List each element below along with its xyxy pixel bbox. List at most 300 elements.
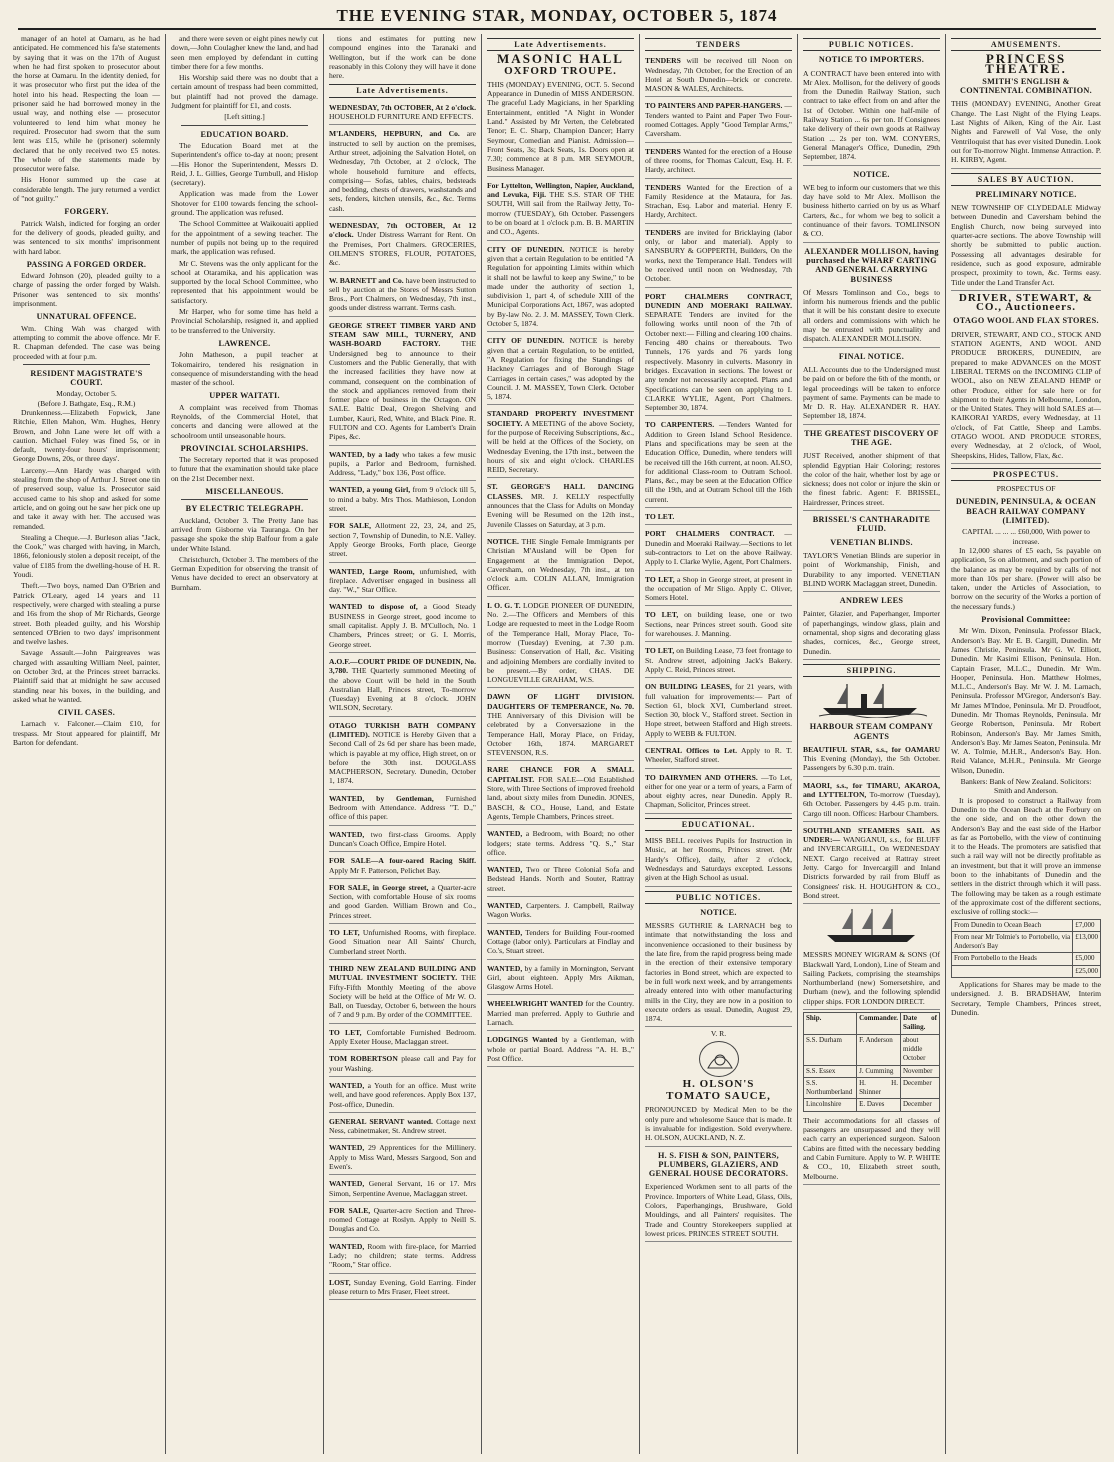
ad-body: NOTICE is Hereby Given that a Second Call of 2s 6d per share has been made, which is payable at my office, High street, on or before the 30th inst. DOUGLASS MACPHERSON, Secretary. Dunedin, October 1, 1874. (329, 730, 476, 786)
ad-title: CITY OF DUNEDIN. (487, 244, 565, 254)
advertisement (329, 519, 476, 562)
advertisement (645, 181, 792, 224)
ad-body: on Building Lease, 73 feet frontage to St. Andrew street, adjoining Jack's Bakery. Apply C. Reid, Princes street. (645, 646, 792, 674)
ad-title: STANDARD PROPERTY INVESTMENT SOCIETY. (487, 409, 634, 428)
advertisement (329, 565, 476, 599)
ad-body: a Youth for an office. Must write well, and have good references. Apply Box 137, Post-office, Dunedin. (329, 1080, 476, 1109)
steamship-icon (817, 680, 927, 718)
masthead (18, 4, 1096, 30)
article-paragraph: Applications for Shares may be made to the undersigned. J. B. BRADSHAW, Interim Secretary, Temple Chambers, Princes street, Dunedin. (951, 980, 1101, 1017)
notice-heading: VENETIAN BLINDS. (830, 537, 913, 547)
advertisement (487, 926, 634, 960)
ad-money-wigram: MESSRS MONEY WIGRAM & SONS (Of Blackwall Yard, London), Line of Steam and Sailing Packets, comprising the steamships Northumberland (new) Somersetshire, and Durham (new), and the following splendid clipper ships. FOR LONDON DIRECT. (803, 948, 940, 1010)
ad-hair-coloring: JUST Received, another shipment of that splendid Egyptian Hair Coloring; restores the color of the hair, whether lost by age or sickness; does not color or injure the skin or the finest fabric. Agent: F. BRISSEL, Hairdresser, Princes street. (803, 449, 940, 511)
ad-body: Apply Mr F. Patterson, Pelichet Bay. (329, 865, 441, 875)
section-heading: FORGERY. (64, 207, 109, 217)
column-5 (640, 34, 798, 1454)
ad-mollison: Of Messrs Tomlinson and Co., begs to inform his numerous friends and the public that it will be his constant desire to execute all orders and commissions with which he may be entrusted with punctuality and dispatch. ALEXANDER MOLLISON. (803, 286, 940, 348)
ad-body: WANGANUI, s.s., for BLUFF and INVERCARGILL, On WEDNESDAY NEXT. Cargo received at Rattray street Jetty. Cargo for Invercargill and Inland Districts forwarded by rail from Bluff as Consignees' risk. H. HOUGHTON & CO., Bond street. (803, 835, 941, 900)
article-paragraph: It is proposed to construct a Railway from Dunedin to the Ocean Beach at the Forbury on the one side, and on the other down the Anderson's Bay and the east side of the Harbor as far as Portobello, with the view of continuing it to the Heads. The promoters are satisfied that such a rail way will not be directly profitable as an investment, but that it will prove an immense boon to the inhabitants of Dunedin and the settlers in the district through which it will pass. The following may be taken as a rough estimate of the approximate cost of the different sections, exclusive of rolling stock:— (951, 795, 1101, 917)
advertisement (329, 219, 476, 271)
ad-title: WANTED, Large Room, (329, 566, 415, 576)
article-paragraph: Larceny.—Ann Hardy was charged with stealing from the shop of Arthur J. Street one tin of preserved soup, value 1s. Prosecutor said accused came to his shop and asked for some article, and on going out he saw her pick one up and take it away with her. The accused was remanded. (13, 465, 160, 531)
ad-smith-body: THIS (MONDAY) EVENING, Another Great Change. The Last Night of the Flying Leaps. Last Nights of Aiken, King of the Air. Last Nights and Farewell of Val Vose, the only Ventriloquist that has ever visited Dunedin. Look out for To-morrow Night. Immense Attraction. P. H. KIRBY, Agent. (951, 97, 1101, 168)
table-row (952, 965, 1101, 977)
ad-body: Tenders for Building Four-roomed Cottage (labor only). Particulars at Findlay and Co.'s, Stuart street. (487, 927, 634, 956)
advertisement (803, 779, 940, 822)
notice-heading: BRISSEL'S CANTHARADITE FLUID. (812, 515, 931, 534)
ad-title: ST. GEORGE'S HALL DANCING CLASSES. (487, 482, 634, 501)
advertisement (645, 771, 792, 814)
ad-title: TO LET, (645, 610, 679, 620)
notice-heading: OTAGO WOOL AND FLAX STORES. (953, 316, 1099, 326)
ad-olson-heading: H. OLSON'S (682, 1077, 755, 1090)
ad-money-wigram-footer: Their accommodations for all classes of passengers are unsurpassed and they will each carry an experienced surgeon. Saloon Cabins are fitted with the necessary bedding and Cabin Furniture. Apply to W. P. WHITE & CO., 10, Elizabeth street south, Melbourne. (803, 1114, 940, 1185)
ad-title: TO LET, (645, 646, 675, 656)
ad-final-notice: ALL Accounts due to the Undersigned must be paid on or before the 6th of the month, or legal proceedings will be taken to enforce payment of same. Payments can be made to Mr D. R. Hay. ALEXANDER R. HAY. September 18, 1874. (803, 363, 940, 425)
ad-body: will be received till Noon on Wednesday, 7th October, for the Erection of an Hotel at South Dunedin—brick or concrete. MASON & WALES, Architects. (645, 56, 792, 94)
section-banner: PUBLIC NOTICES. (803, 38, 940, 51)
ad-body: This Evening (Monday), the 5th October. Passengers by 6.30 p.m. train. (803, 754, 940, 773)
prospectus-label: PROSPECTUS OF (996, 484, 1056, 494)
ad-body: FOR SALE—Old Established Store, with Three Sections of improved freehold land, about sixty miles from Dunedin. JONES, BASCH, & CO., House, Land, and Estate Agents, Temple Chambers, Princes street. (487, 774, 634, 821)
ad-body: have been instructed to sell by auction at the Stores of Messrs Sutton Bros., Port Chalmers, on Wednesday, 7th inst., goods under distress warrant. Terms cash. (329, 275, 476, 313)
column-3 (324, 34, 482, 1454)
ad-masonic-body: THIS (MONDAY) EVENING, OCT. 5. Second Appearance in Dunedin of MISS ANDERSON. The graceful Lady Magicians, in her Sparkling Entertainment, entitled "A Night in Wonder Land." Assisted by Mr Verten, the Celebrated Tenor; E. C. Sharp, Champion Dancer; Harry Seymour, Comedian and Pianist. Admission—Front Seats, 3s; Back Seats, 1s. Doors open at 7.30; commence at 8 p.m. MR SEYMOUR, Business Manager. (487, 78, 634, 177)
advertisement (487, 535, 634, 597)
advertisement (329, 881, 476, 924)
ad-title: OTAGO TURKISH BATH COMPANY (LIMITED). (329, 720, 476, 739)
column-2 (166, 34, 324, 1454)
column-7 (946, 34, 1106, 1454)
section-banner: EDUCATIONAL. (645, 818, 792, 831)
advertisement (487, 179, 634, 241)
table-cell: S.S. Durham (804, 1034, 857, 1065)
dateline: Monday, October 5. (56, 389, 117, 399)
divider (23, 364, 150, 365)
ad-title: WANTED, (329, 829, 365, 839)
ad-body: —Tenders wanted to Paint and Paper Two Four-roomed Cottages. Apply "Good Templar Arms," Caversham. (645, 101, 792, 139)
ad-body: THE Fifty-Fifth Monthly Meeting of the above Society will be held at the Office of Mr W. O. Ball, on Tuesday, October 6, between the hours of 7 and 9 p.m. By order of the COMMITTEE. (329, 973, 476, 1020)
ad-title: TENDERS (645, 182, 681, 192)
ad-title: NOTICE. (487, 536, 519, 546)
ad-title: TO CARPENTERS. (645, 420, 715, 430)
advertisement (487, 599, 634, 689)
ad-title: WANTED, (487, 963, 523, 973)
table-header: Commander. (857, 1013, 901, 1035)
ad-title: PORT CHALMERS CONTRACT. (645, 529, 775, 539)
article-paragraph: His Honor summed up the case at considerable length. The jury returned a verdict of "not guilty." (13, 175, 160, 204)
ad-title: TO DAIRYMEN AND OTHERS. (645, 772, 758, 782)
ad-venetian: TAYLOR'S Venetian Blinds are superior in point of Workmanship, Finish, and Durability to any imported. VENETIAN BLIND WORK Maclaggan street, Dunedin. (803, 549, 940, 592)
article-paragraph: Application was made from the Lower Shotover for £100 towards fencing the school-ground. The application was refused. (171, 189, 318, 218)
ad-body: by a family in Mornington, Servant Girl, about eighteen. Apply Mrs Aikman, Glasgow Arms Hotel. (487, 963, 634, 992)
ad-title: M'LANDERS, HEPBURN, and Co. (329, 129, 460, 139)
advertisement (487, 690, 634, 761)
advertisement (329, 483, 476, 517)
table-row (952, 919, 1101, 931)
notice-heading: NOTICE. (700, 907, 737, 917)
ad-body: Furnished Bedroom with Attendance. Address "T. D.," office of this paper. (329, 793, 476, 822)
column-6 (798, 34, 946, 1454)
newspaper-title: THE EVENING STAR, MONDAY, OCTOBER 5, 1874 (336, 6, 778, 25)
article-paragraph: In 12,000 shares of £5 each, 5s payable on application, 5s on allotment, and such portion of the balance as may be required by calls of not more than 10s per share. (Power will also be taken, under the Articles of Association, to borrow on the security of the Works a portion of the necessary funds.) (951, 545, 1101, 611)
ad-body: a Bedroom, with Board; no other lodgers; state terms. Address "Q. S.," Star office. (487, 829, 634, 857)
ad-body: —Tenders Wanted for Addition to Green Island School Residence. Plans and specifications may be seen at the Education Office, Dunedin, where tenders will be received till the 16th current, at noon. ALSO, for additional Class-room to Outram School. Plans, &c., may be seen at the Education Office till the 19th, and at Outram School till the 16th current. (645, 420, 792, 504)
section-heading: LAWRENCE. (218, 338, 271, 348)
ad-body: unfurnished, with fireplace. Advertiser engaged in business all day. "W.," Star Office. (329, 566, 476, 595)
advertisement (487, 962, 634, 996)
advertisement (645, 226, 792, 288)
ad-oxford-heading: OXFORD TROUPE. (504, 64, 617, 77)
advertisement (329, 1115, 476, 1140)
ad-title: A.O.F.—COURT PRIDE OF DUNEDIN, No. 3,780. (329, 656, 476, 676)
advertisement (329, 962, 476, 1024)
ad-princess-heading: PRINCESS THEATRE. (985, 51, 1067, 76)
advertisement (487, 334, 634, 405)
ad-title: TO LET. (645, 512, 675, 522)
advertisement (645, 644, 792, 678)
ad-title: TENDERS (645, 227, 681, 237)
ad-title: For Lyttelton, Wellington, Napier, Auckland, and Levuka, Fiji. (487, 180, 634, 200)
ad-body: Cottage next Ness, cabinetmaker, St. Andrew street. (329, 1116, 476, 1136)
ad-body: HOUSEHOLD FURNITURE AND EFFECTS. (329, 112, 474, 122)
advertisement (329, 600, 476, 652)
byline: (Before J. Bathgate, Esq., R.M.) (37, 398, 136, 408)
ad-railway-heading: DUNEDIN, PENINSULA, & OCEAN BEACH RAILWAY COMPANY (LIMITED). (955, 497, 1097, 526)
ad-body: —To Let, either for one year or a term of years, a Farm of about eighty acres, near Dunedin. Apply R. Chapman, Solicitor, Princes street. (645, 772, 792, 810)
ad-guthrie: MESSRS GUTHRIE & LARNACH beg to intimate that notwithstanding the loss and inconvenience occasioned to their business by the late fire, from the rapid progress being made in the erection of their extensive temporary factories in Bond street, which are expected to be in full work next week, and by arrangements already entered into with other manufacturing mills in the City, they are now in a position to execute orders as usual. Dunedin, August 29, 1874. (645, 919, 792, 1027)
article-paragraph: Theft.—Two boys, named Dan O'Brien and Patrick O'Leary, aged 14 years and 11 respectively, were charged with stealing a purse and 16s from the shop of Mr Richards, George street. Both pleaded guilty, and his Worship sentenced O'Brien to two days' imprisonment and twelve lashes. (13, 581, 160, 647)
section-banner: PUBLIC NOTICES. (645, 891, 792, 904)
advertisement (487, 243, 634, 333)
ad-masonic-heading: MASONIC HALL (497, 51, 624, 67)
ad-body: a Shop in George street, at present in the occupation of Mr Sligo. Apply C. Oliver, Somers Hotel. (645, 574, 792, 603)
advertisement (487, 407, 634, 478)
advertisement (645, 510, 792, 525)
article-paragraph: The Secretary reported that it was proposed to future that the examination should take place on the 21st December next. (171, 455, 318, 483)
shipping-list (803, 743, 940, 904)
article-paragraph: Wm. Ching Wah was charged with attempting to commit the above offence. Mr F. R. Chapman defended. The case was being proceeded with at four p.m. (13, 323, 160, 361)
article-paragraph: Patrick Walsh, indicted for forging an order for the delivery of goods, pleaded guilty, and was sentenced to six months' imprisonment with hard labor. (13, 218, 160, 256)
section-heading: RESIDENT MAGISTRATE'S COURT. (30, 368, 143, 388)
table-header: Ship. (804, 1013, 857, 1035)
ad-title: PORT CHALMERS CONTRACT, DUNEDIN AND MOERAKI RAILWAY. (645, 291, 792, 310)
ad-title: FOR SALE, in George street, (329, 882, 429, 892)
ad-clydedale: NEW TOWNSHIP OF CLYDEDALE Midway between Dunedin and Caversham behind the English Church, now being surveyed into quarter-acre sections. The above Township will shortly be submitted to public auction. Possessing all advantages desirable for residence, such as good exposure, admirable prospect, proximity to town, &c. Terms easy. Title under the Land Transfer Act. (951, 201, 1101, 291)
ad-title: WANTED, (487, 865, 523, 875)
ad-title: CITY OF DUNEDIN. (487, 336, 565, 346)
ad-body: THE Quarterly summoned Meeting of the above Court will be held in the South Australian Hall, Princes street, To-morrow (Tuesday) Evening at 8 o'clock. JOHN WILSON, Secretary. (329, 666, 476, 713)
advertisement (329, 1141, 476, 1175)
ad-body: Carpenters. J. Campbell, Railway Wagon Works. (487, 901, 634, 920)
section-banner: Late Advertisements. (329, 84, 476, 97)
table-cell: S.S. Northumberland (804, 1077, 857, 1099)
table-cell: From Dunedin to Ocean Beach (952, 919, 1073, 931)
sailing-table (803, 1012, 940, 1112)
advertisement (645, 573, 792, 607)
advertisement (329, 926, 476, 960)
ad-title: TO LET, (329, 1027, 362, 1037)
ad-title: WANTED, a young Girl, (329, 485, 411, 495)
advertisement (645, 290, 792, 417)
ad-body: who takes a few music pupils, a Parlor and Bedroom, furnished. Address, "Lady," box 136, Post office. (329, 449, 476, 478)
ad-title: TO LET, (329, 928, 360, 938)
estimate-table (951, 919, 1101, 978)
table-row (952, 953, 1101, 965)
column-1 (8, 34, 166, 1454)
table-cell: S.S. Essex (804, 1065, 857, 1077)
table-cell: £25,000 (1073, 965, 1101, 977)
ad-title: I. O. G. T. (487, 600, 521, 610)
advertisement (329, 448, 476, 482)
advertisement (329, 274, 476, 317)
ad-body: for the Country. Married man preferred. Apply to Guthrie and Larnach. (487, 999, 634, 1028)
ad-body: THE S.S. STAR OF THE SOUTH, Will sail from the Railway Jetty, To-morrow (TUESDAY), 6th October. Passengers to be on board at 1 o'clock p.m. B. B. MARTIN and CO., Agents. (487, 190, 635, 237)
ad-body: are invited for Bricklaying (labor only, or labor and material). Apply to SANSBURY & GOPPERTH, Builders, On the works, next the Temperance Hall. Tenders will be received until noon on Wednesday, 7th October. (645, 227, 792, 284)
ad-olson-body: PRONOUNCED by Medical Men to be the only pure and wholesome Sauce that is made. It is invaluable for indigestion. Sold everywhere. H. OLSON, AUCKLAND, N. Z. (645, 1103, 792, 1146)
ad-body: Wanted for the erection of a House of three rooms, for Thomas Calcutt, Esq. H. F. Hardy, architect. (645, 146, 792, 175)
advertisement (645, 418, 792, 508)
advertisement (487, 997, 634, 1031)
ad-education: MISS BELL receives Pupils for Instruction in Music, at her Rooms, Princes street. (Mr Hardy's Office), daily, after 2 o'clock, Wednesdays and Saturdays excepted. Lessons given at the High School as usual. (645, 834, 792, 886)
section-banner: PROSPECTUS. (951, 468, 1101, 481)
article-paragraph: The Education Board met at the Superintendent's office to-day at noon; present—His Honor the Superintendent, Messrs D. Reid, J. L. Gillies, George Turnbull, and Hislop (secretary). (171, 140, 318, 188)
clipper-ship-icon (817, 907, 927, 945)
ad-body: a Quarter-acre Section, with comfortable House of six rooms and good Garden. William Brown and Co., Princes street. (329, 882, 476, 920)
ad-fish-body: Experienced Workmen sent to all parts of the Province. Importers of White Lead, Glass, Oils, Colors, Paperhangings, Brushware, Gold Mouldings, and all Painters' requisites. The Trade and Country Storekeepers supplied at lowest prices. PRINCES STREET SOUTH. (645, 1180, 792, 1242)
advertisement (329, 1052, 476, 1077)
section-heading: PASSING A FORGED ORDER. (26, 259, 147, 269)
ad-body: NOTICE is hereby given that a certain Regulation to be entitled "A Regulation for appointing Limits within which it shall not be lawful to keep any Swine," to be made under the authority of section 1, subdivision 1, part 4, of schedule XIII of the Municipal Corporations Act, 1867, was adopted by By-law No. 2. J. M. MASSEY, Town Clerk. October 5, 1874. (487, 244, 634, 329)
ad-body: a Good Steady BUSINESS in George street, good income to small capitalist. Apply J. B. M'Culloch, No. 1 Chambers, Princes street; or G. I. Morris, George street. (329, 602, 476, 649)
advertisement (645, 527, 792, 570)
table-cell: From Portobello to the Heads (952, 953, 1073, 965)
ad-title: LODGINGS Wanted (487, 1035, 558, 1045)
article-paragraph: manager of an hotel at Oamaru, as he had anticipated. He commenced his fa'se statements by saying that it was on the 17th of August when he had first spoken to prosecutor about the horse at Oamaru. In the identity denied, for it was prosecutor who first put the idea of the hotel into his head. Respecting the loan — prisoner said he had borrowed money in the usual way, and nothing else — prosecutor volunteered to lend him what money he required. Prosecutor had sworn that the sum lent was £15, while he (prisoner) solemnly declared that he only received two £5 notes. The whole of the statements made by prosecutor were false. (13, 34, 160, 174)
ad-title: THIRD NEW ZEALAND BUILDING AND MUTUAL INVESTMENT SOCIETY. (329, 963, 476, 983)
advertisements-list (329, 101, 476, 1300)
ad-title: BEAUTIFUL STAR, s.s., for OAMARU (803, 744, 940, 754)
ad-body: Apply to R. T. Wheeler, Stafford street. (645, 746, 792, 765)
section-banner: Late Advertisements. (487, 38, 634, 51)
table-cell: £5,000 (1073, 953, 1101, 965)
table-cell: £13,000 (1073, 931, 1101, 953)
ad-body: please call and Pay for your Washing. (329, 1054, 476, 1073)
table-row (804, 1099, 940, 1111)
royal-crest-label: V. R. (710, 1029, 727, 1039)
ad-body: A MEETING of the above Society, for the purpose of Receiving Subscriptions, &c., will be held at the Offices of the Society, on Wednesday Evening, the 17th inst., between the hours of six and eight o'clock. CHARLES REID, Secretary. (487, 418, 634, 475)
ad-wool-stores: DRIVER, STEWART, AND CO., STOCK AND STATION AGENTS, AND WOOL AND PRODUCE BROKERS, DUNEDIN, are prepared to make ADVANCES on the MOST LIBERAL TERMS on the INCOMING CLIP of WOOL, also on NEW ZEALAND HEMP or other Produce, either for sale here or for shipment to their Agents in Melbourne, London, or the United States. They will hold SALES at— KAIKORAI YARDS, every Wednesday, at 11 o'clock, of Fat Cattle, Sheep and Lambs. OTAGO WOOL AND PRODUCE STORES, every Wednesday, at 2 o'clock, of Wool, Sheepskins, Hides, Tallow, Flax, &c. (951, 328, 1101, 464)
royal-crest-icon (699, 1041, 739, 1077)
advertisements-list (487, 179, 634, 1067)
advertisement (329, 719, 476, 790)
table-cell: E. Daves (857, 1099, 901, 1111)
table-cell: £7,000 (1073, 919, 1101, 931)
section-heading: BY ELECTRIC TELEGRAPH. (185, 504, 304, 514)
ad-lees: Painter, Glazier, and Paperhanger, Importer of paperhangings, window glass, plain and ornamental, shop signs and decorating glass shades, cornices, &c., George street, Dunedin. (803, 607, 940, 659)
advertisements-list (645, 54, 792, 813)
ad-title: SOUTHLAND STEAMERS SAIL AS UNDER:— (803, 825, 940, 845)
article-paragraph: The School Committee at Waikouaiti applied for the appointment of a sewing teacher. The number of pupils not being up to the required mark, the application was refused. (171, 219, 318, 257)
advertisement (329, 1026, 476, 1051)
ad-body: Sunday Evening, Gold Earring. Finder please return to Mrs Fraser, Fleet street. (329, 1277, 477, 1296)
table-cell: December (900, 1099, 939, 1111)
ad-title: WANTED, (487, 829, 523, 839)
advertisement (803, 824, 940, 904)
ad-title: FOR SALE, (329, 521, 372, 531)
table-cell: about middle October (900, 1034, 939, 1065)
table-cell: F. Anderson (857, 1034, 901, 1065)
table-row (952, 931, 1101, 953)
ad-body: from 9 o'clock till 5, to mind a baby. Mrs Thos. Mathieson, London street. (329, 485, 476, 514)
ad-body: General Servant, 16 or 17. Mrs Simon, Serpentine Avenue, Maclaggan street. (329, 1179, 476, 1198)
ad-title: WANTED, (329, 1143, 365, 1153)
ad-body: THE Anniversary of this Division will be celebrated by a Conversazione in the Temperance Hall, Moray Place, on Friday, October 16th, 1874. MARGARET STEVENSON, R.S. (487, 711, 634, 758)
ad-smith-heading: SMITH'S ENGLISH & CONTINENTAL COMBINATION. (960, 76, 1092, 96)
article-paragraph: and there were seven or eight pines newly cut down,—John Coulagher knew the land, and had seen men employed by defendant in cutting timber there for a few months. (171, 34, 318, 71)
committee-heading: Provisional Committee: (981, 615, 1071, 625)
ad-title: GENERAL SERVANT wanted. (329, 1116, 433, 1126)
table-cell: Lincolnshire (804, 1099, 857, 1111)
ad-body: Quarter-acre Section and Three-roomed Cottage at Roslyn. Apply to Neill S. Douglas and Co. (329, 1205, 476, 1234)
capital-line: CAPITAL ... ... ... £60,000, With power to increase. (962, 527, 1090, 546)
ad-title: WANTED, (329, 1241, 365, 1251)
article-paragraph: A complaint was received from Thomas Reynolds, of the Commercial Hotel, that concerts and dancing were allowed at the schoolroom until unseasonable hours. (171, 402, 318, 440)
ad-body: Room with fire-place, for Married Lady; no children; state terms. Address "Room," Star office. (329, 1241, 476, 1270)
table-row (804, 1065, 940, 1077)
columns (8, 34, 1106, 1454)
article-paragraph: Christchurch, October 3. The members of the German Expedition for observing the transit of Venus have decided to erect an observatory at Burnham. (171, 554, 318, 592)
notice-heading: HARBOUR STEAM COMPANY AGENTS (809, 722, 934, 741)
committee-list: Mr Wm. Dixon, Peninsula. Professor Black, Anderson's Bay. Mr E. B. Cargill, Dunedin. Mr James Christie, Peninsula. Mr G. W. Elliott, Dunedin. Mr Kasimi Ellison, Peninsula. Hon. Captain Fraser, M.L.C., Dunedin. Mr Wm. Hooper, Peninsula. Hon. Matthew Holmes, M.L.C., Anderson's Bay. Mr W. J. M. Larnach, Peninsula. Professor M'Gregor, Anderson's Bay. Mr James M'Indoe, Peninsula. Mr D. Proudfoot, Dunedin. Mr Thomas Reynolds, Peninsula. Mr George Robertson, Peninsula. Mr Robert Robinson, Anderson's Bay. Mr James Smith, Anderson's Bay. Mr James Seaton, Peninsula. Mr W. A. Tolmie, M.H.R., Anderson's Bay. Hon. Reid Valance, M.H.R., Peninsula. Mr George Wilson, Dunedin. (951, 626, 1101, 775)
ad-fish-heading: H. S. FISH & SON, PAINTERS, PLUMBERS, GLAZIERS, AND GENERAL HOUSE DECORATORS. (648, 1150, 789, 1179)
article-paragraph: Savage Assault.—John Pairgreaves was charged with assaulting William Neel, painter, on October 3rd, at the Princes street barracks. Plaintiff said that at midnight he saw accused standing near his boxes, in the building, and asked what he wanted. (13, 648, 160, 704)
ad-title: LOST, (329, 1277, 351, 1287)
ad-title: WANTED, (487, 901, 523, 911)
bankers-line: Bankers: Bank of New Zealand. Solicitors: Smith and Anderson. (960, 777, 1092, 796)
ad-title: FOR SALE, (329, 1205, 371, 1215)
section-heading: PROVINCIAL SCHOLARSHIPS. (180, 443, 309, 453)
article-paragraph: Mr C. Stevens was the only applicant for the school at Otaramika, and his application was supported by the local School Committee, who represented that his appointment would be satisfactory. (171, 258, 318, 305)
article-paragraph: Edward Johnson (20), pleaded guilty to a charge of passing the order forged by Walsh. Prisoner was sentenced to six months' imprisonment. (13, 271, 160, 309)
table-cell: J. Cumming (857, 1065, 901, 1077)
ad-body: 29 Apprentices for the Millinery. Apply to Miss Ward, Messrs Sargood, Son and Ewen's. (329, 1143, 476, 1171)
ad-title: WHEELWRIGHT WANTED (487, 999, 584, 1009)
ad-body: THE Single Female Immigrants per Christian M'Ausland will be Open for Engagement at the Immigration Depot, Caversham, on Wednesday, 7th inst., at ten o'clock a.m. COLIN ALLAN, Immigration Officer. (487, 536, 634, 593)
ad-driver-heading: DRIVER, STEWART, & CO., Auctioneers. (958, 291, 1094, 314)
section-heading: UPPER WAITATI. (209, 391, 280, 401)
ad-title: MAORI, s.s., for TIMARU, AKAROA, and LYTTELTON, (803, 780, 940, 799)
advertisement (329, 319, 476, 446)
ad-title: WANTED, by a lady (329, 449, 400, 459)
advertisement (487, 480, 634, 532)
notice-heading: ANDREW LEES (839, 596, 904, 606)
section-banner: AMUSEMENTS. (951, 38, 1101, 51)
ad-title: CENTRAL Offices to Let. (645, 746, 737, 755)
ad-title: WANTED to dispose of, (329, 602, 418, 612)
table-cell: November (900, 1065, 939, 1077)
advertisement (329, 655, 476, 717)
ad-body: —Dunedin and Moeraki Railway.—Sections to let sub-contractors to Let on the above Railway. Apply to I. Clarke Wylie, Agent, Port Chalmers. (645, 529, 792, 567)
article-paragraph: His Worship said there was no doubt that a certain amount of trespass had been committed, but plaintiff had not proved the damage. Judgment for plaintiff for £1, and costs. (171, 73, 318, 111)
ad-title: W. BARNETT and Co. (329, 275, 404, 285)
advertisement (329, 1276, 476, 1301)
article-paragraph: Larnach v. Falconer.—Claim £10, for trespass. Mr Stout appeared for plaintiff, Mr Barton for defendant. (13, 719, 160, 748)
ad-title: TO PAINTERS AND PAPER-HANGERS. (645, 101, 783, 111)
ad-title: DAWN OF LIGHT DIVISION. DAUGHTERS OF TEMPERANCE, No. 70. (487, 692, 634, 711)
advertisement (329, 792, 476, 826)
ad-body: To-morrow (Tuesday), 6th October. Passengers by 4.45 p.m. train. Cargo till noon. Offices: Harbour Chambers. (803, 790, 940, 818)
advertisement (645, 608, 792, 642)
article-paragraph: tions and estimates for putting new compound engines into the Taranaki and Wellington, but if the work can be done reasonably in this Colony they will have it done here. (329, 34, 476, 81)
ad-title: WANTED, (329, 1080, 365, 1090)
ad-title: RARE CHANCE FOR A SMALL CAPITALIST. (487, 765, 634, 784)
ad-title: FOR SALE—A four-oared Racing Skiff. (329, 856, 476, 866)
ad-importers: A CONTRACT have been entered into with Mr Alex. Mollison, for the delivery of goods from the Dunedin Railway Station, such contract to take effect from on and after the 1st of October. Within one half-mile of Railway Station ... 6s per ton. If Consignees take delivery of their own goods at Railway Station ... 2s per ton. WM. CONYERS, General Manager's Office, Dunedin, 29th September, 1874. (803, 67, 940, 166)
ad-title: TO LET, (645, 574, 675, 584)
table-header: Date of Sailing. (900, 1013, 939, 1035)
advertisement (329, 127, 476, 217)
advertisement (487, 899, 634, 924)
article-paragraph: Drunkenness.—Elizabeth Fopwick, Jane Ritchie, Ellen Mahon, Wm. Hughes, Henry Brown, and John Lane were let off with a caution. Michael Foley was fined 5s, or in default, twenty-four hours' imprisonment; George Downs, 20s, or three days'. (13, 407, 160, 464)
article-paragraph: Auckland, October 3. The Pretty Jane has arrived from Gisborne via Tauranga. On her passage she spoke the ship Balfour from a gale under White Island. (171, 515, 318, 553)
ad-body: NOTICE is hereby given that a certain Regulation, to be entitled, "A Regulation for fixing the Standings of Hackney Carriages and of Borough Stage Carriages in certain cases," was adopted by the Council. J. M. MASSEY, Town Clerk. October 5, 1874. (487, 336, 634, 402)
ad-body: are instructed to sell by auction on the premises, Arthur street, adjoining the Salvation Hotel, on Wednesday, 7th October, at 2 o'clock, The whole household furniture and effects, comprising— Sofas, tables, chairs, bedsteads and bedding, chests of drawers, washstands and sets, fenders, kitchen utensils, &c., &c. Terms cash. (329, 129, 476, 213)
ad-title: WEDNESDAY, 7th OCTOBER, At 12 o'clock. (329, 221, 476, 240)
ad-title: GEORGE STREET TIMBER YARD AND STEAM SAW MILL, TURNERY, AND WASH-BOARD FACTORY. (329, 320, 476, 349)
ad-title: ON BUILDING LEASES, (645, 682, 732, 692)
advertisement (487, 763, 634, 825)
advertisement (645, 145, 792, 179)
notice-heading: NOTICE TO IMPORTERS. (818, 55, 925, 65)
section-heading: MISCELLANEOUS. (205, 487, 284, 497)
table-row (804, 1034, 940, 1065)
advertisement (329, 1240, 476, 1274)
notice-heading: THE GREATEST DISCOVERY OF THE AGE. (804, 428, 939, 447)
section-banner: SHIPPING. (803, 664, 940, 677)
table-cell: December (900, 1077, 939, 1099)
advertisement (645, 680, 792, 742)
table-cell: From near Mr Tolmie's to Portobello, via Anderson's Bay (952, 931, 1073, 953)
advertisement (329, 1204, 476, 1238)
ad-title: WANTED, (329, 1179, 365, 1189)
ad-tomlinson: WE beg to inform our customers that we this day have sold to Mr Alex. Mollison the business hitherto carried on by us as Wharf Carters, &c., for whom we beg to solicit a continuance of their favors. TOMLINSON & CO. (803, 181, 940, 243)
table-row (804, 1077, 940, 1099)
advertisement (329, 101, 476, 126)
ad-body: for 21 years, with full valuation for improvements:— Part of Section 61, block XVI, Cumberland street. Section 30, block V., Stafford street. Section in Hope street, between Stafford and High streets. Apply to WEBB & FULTON. (645, 682, 792, 738)
section-banner: SALES BY AUCTION. (951, 173, 1101, 186)
table-cell (952, 965, 1073, 977)
notice-heading: PRELIMINARY NOTICE. (975, 189, 1077, 199)
section-heading: CIVIL CASES. (57, 708, 116, 718)
ad-title: TENDERS (645, 146, 681, 156)
article-paragraph: Stealing a Cheque.—J. Burleson alias "Jack, the Cook," was charged with having, in March, 1866, feloniously stolen a deposit receipt, of the value of £185 from the dwelling-house of H. R. Youdi. (13, 532, 160, 580)
ad-body: Wanted for the Erection of a Family Residence at the Mataura, for Jas. Strachan, Esq. Labor and material. Henry F. Hardy, Architect. (645, 182, 793, 220)
notice-heading: FINAL NOTICE. (838, 351, 905, 361)
advertisement (803, 743, 940, 777)
advertisement (487, 827, 634, 861)
section-heading: EDUCATION BOARD. (200, 129, 289, 139)
notice-heading: NOTICE. (853, 169, 890, 179)
ad-body: SEPARATE Tenders are invited for the following works until noon of the 7th of October next:— Filling and clearing 100 chains. Fencing 480 chains or thereabouts. Two Tunnels, 176 yards and 76 yards long respectively. Masonry in culverts. Masonry in bridges. Excavation in sections. The lowest or any tender not necessarily accepted. Plans and Specifications can be seen on applying to I. CLARKE WYLIE, Agent, Port Chalmers. September 30, 1874. (645, 310, 792, 413)
notice-heading: ALEXANDER MOLLISON, having purchased the WHARF CARTING AND GENERAL CARRYING BUSINESS (804, 246, 939, 284)
section-heading: UNNATURAL OFFENCE. (36, 312, 137, 322)
ad-title: TENDERS (645, 56, 681, 66)
divider (181, 125, 308, 126)
ad-body: THE Undersigned beg to announce to their Customers and the Public Generally, that with the increased facilities they have now at command, consequent on the combination of the stock and appliances removed from their former place of business in the Octagon. ON SALE. Baltic Deal, Oregon Shelving and Lumber, Kauri, Red, White, and Black Pine. R. FULTON and CO. Agents for Lambert's Drain Pipes, &c. (329, 339, 476, 442)
ad-body: Allotment 22, 23, 24, and 25, section 7, Township of Dunedin, to N.E. Valley. Apply George Brooks, Forth place, George street. (329, 521, 476, 559)
